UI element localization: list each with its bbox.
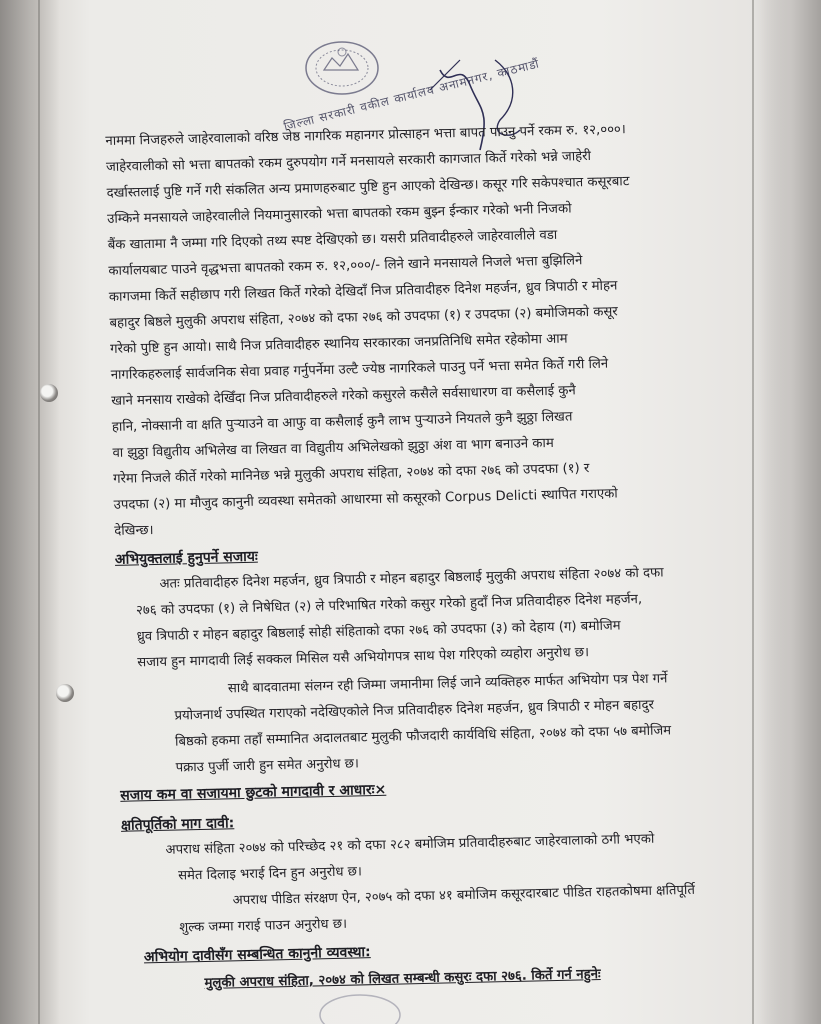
section-line: ध्रुव त्रिपाठी र मोहन बहादुर बिष्ठलाई सोही संहिताको दफा २७६ को उपदफा (३) को देहाय (ग) बमोजिम xyxy=(136,618,621,645)
body-line: गरेमा निजले कीर्ते गरेको मानिनेछ भन्ने मुलुकी अपराध संहिता, २०७४ को दफा २७६ को उपदफा (१) र xyxy=(112,461,590,487)
body-line: गरेको पुष्टि हुन आयो। साथै निज प्रतिवादीहरु स्थानिय सरकारका जनप्रतिनिधि समेत रहेकोमा आम xyxy=(109,331,568,357)
section-line: शुल्क जम्मा गराई पाउन अनुरोध छ। xyxy=(179,916,348,936)
body-line: बहादुर बिष्ठले मुलुकी अपराध संहिता, २०७४ को दफा २७६ को उपदफा (१) र उपदफा (२) बमोजिमको कसूर xyxy=(109,304,618,331)
body-line: कार्यालयबाट पाउने वृद्धभत्ता बापतको रकम रु. १२,०००/- लिने खाने मनसायले निजले भत्ता बुझिलिने xyxy=(108,253,583,279)
partial-bottom-stamp xyxy=(300,985,420,1024)
body-line: वा झुठ्ठा विद्युतीय अभिलेख वा लिखत वा विद्युतीय अभिलेखको झुठ्ठा अंश वा भाग बनाउने काम xyxy=(112,435,554,461)
body-line: बैंक खातामा नै जम्मा गरि दिएको तथ्य स्पष्ट देखिएको छ। यसरी प्रतिवादीहरुले जाहेरवालीले वडा xyxy=(107,227,558,253)
body-line: उपदफा (२) मा मौजुद कानुनी व्यवस्था समेतको आधारमा सो कसूरको Corpus Delicti स्थापित गराएको xyxy=(113,486,618,513)
body-line: उम्किने मनसायले जाहेरवालीले नियमानुसारको भत्ता बापतको रकम बुझ्न ईन्कार गरेको भनी निजको xyxy=(107,201,572,227)
section-line: अतः प्रतिवादीहरु दिनेश महर्जन, ध्रुव त्रिपाठी र मोहन बहादुर बिष्ठलाई मुलुकी अपराध संहिता २०७४ को दफा xyxy=(159,565,664,592)
left-edge-shadow xyxy=(38,0,40,1024)
left-page-fold xyxy=(0,0,60,1024)
section-line: समेत दिलाइ भराई दिन हुन अनुरोध छ। xyxy=(177,864,363,884)
section-line: पक्राउ पुर्जी जारी हुन समेत अनुरोध छ। xyxy=(175,756,360,776)
section-line: बिष्ठको हकमा तहाँ सम्मानित अदालतबाट मुलुकी फौजदारी कार्यविधि संहिता, २०७४ को दफा ५७ बमोजिम xyxy=(174,723,672,750)
body-line: खाने मनसाय राखेको देखिँदा निज प्रतिवादीहरुले गरेको कसुरले कसैले सर्वसाधारण वा कसैलाई कुनै xyxy=(111,383,576,409)
seal-caption: जिल्ला सरकारी वकील कार्यालय अनामनगर, काठमाडौं xyxy=(282,56,542,134)
section-line: २७६ को उपदफा (१) ले निषेधित (२) ले परिभाषित गरेको कसुर गरेको हुदाँ निज प्रतिवादीहरु दिनेश महर्जन, xyxy=(135,591,643,619)
section-line: सजाय हुन मागदावी लिई सक्कल मिसिल यसै अभियोगपत्र साथ पेश गरिएको व्यहोरा अनुरोध छ। xyxy=(137,645,590,671)
body-line: नागरिकहरुलाई सार्वजनिक सेवा प्रवाह गर्नुपर्नेमा उल्टै ज्येष्ठ नागरिकले पाउनु पर्ने भत्ता समेत किर्ते गरी लिने xyxy=(110,356,609,383)
punch-hole-upper xyxy=(40,384,58,402)
right-page-fold xyxy=(751,0,821,1024)
section-heading-reduction: सजाय कम वा सजायमा छुटको मागदावी र आधारः× xyxy=(120,781,387,804)
body-line: दर्खास्तलाई पुष्टि गर्ने गरी संकलित अन्य प्रमाणहरुबाट पुष्टि हुन आएको देखिन्छ। कसूर गरि सकेपश्चात कसूरबाट xyxy=(106,174,630,201)
body-line: कागजमा किर्ते सहीछाप गरी लिखत किर्ते गरेको देखिदाँ निज प्रतिवादीहरु दिनेश महर्जन, ध्रुव त्रिपाठी र मोहन xyxy=(108,278,618,305)
body-line: हानि, नोक्सानी वा क्षति पुऱ्याउने वा आफु वा कसैलाई कुनै लाभ पुऱ्याउने नियतले कुनै झुठ्ठा लिखत xyxy=(111,409,573,435)
body-line: नाममा निजहरुले जाहेरवालाको वरिष्ठ जेष्ठ नागरिक महानगर प्रोत्साहन भत्ता बापत पाउनु पर्ने रकम रु. १२,०००। xyxy=(105,122,627,149)
right-edge-shadow xyxy=(752,0,754,1024)
section-line: साथै बादवातमा संलग्न रही जिम्मा जमानीमा लिई जाने व्यक्तिहरु मार्फत अभियोग पत्र पेश गर्ने xyxy=(227,671,668,697)
section-heading-compensation: क्षतिपूर्तिको माग दावी: xyxy=(120,815,235,834)
section-line: अपराध संहिता २०७४ को परिच्छेद २१ को दफा २८२ बमोजिम प्रतिवादीहरुबाट जाहेरवालाको ठगी भएको xyxy=(165,831,655,858)
section-line: अपराध पीडित संरक्षण ऐन, २०७५ को दफा ४१ बमोजिम कसूरदारबाट पीडित राहतकोषमा क्षतिपूर्ति xyxy=(232,882,696,909)
section-heading-legal-provision: अभियोग दावीसँग सम्बन्धित कानुनी व्यवस्था: xyxy=(143,944,371,966)
punch-hole-lower xyxy=(56,684,74,702)
section-heading-punishment: अभियुक्तलाई हुनुपर्ने सजायः xyxy=(114,548,258,568)
body-line: देखिन्छ। xyxy=(114,523,154,539)
body-line: जाहेरवालीको सो भत्ता बापतको रकम दुरुपयोग गर्ने मनसायले सरकारी कागजात किर्ते गरेको भन्ने जाहेरी xyxy=(105,148,592,175)
section-line: प्रयोजनार्थ उपस्थित गराएको नदेखिएकोले निज प्रतिवादीहरु दिनेश महर्जन, ध्रुव त्रिपाठी र मोहन बहादुर xyxy=(174,697,655,724)
legal-provision-line: मुलुकी अपराध संहिता, २०७४ को लिखत सम्बन्धी कसुरः दफा २७६. किर्ते गर्न नहुनेः xyxy=(204,966,601,991)
